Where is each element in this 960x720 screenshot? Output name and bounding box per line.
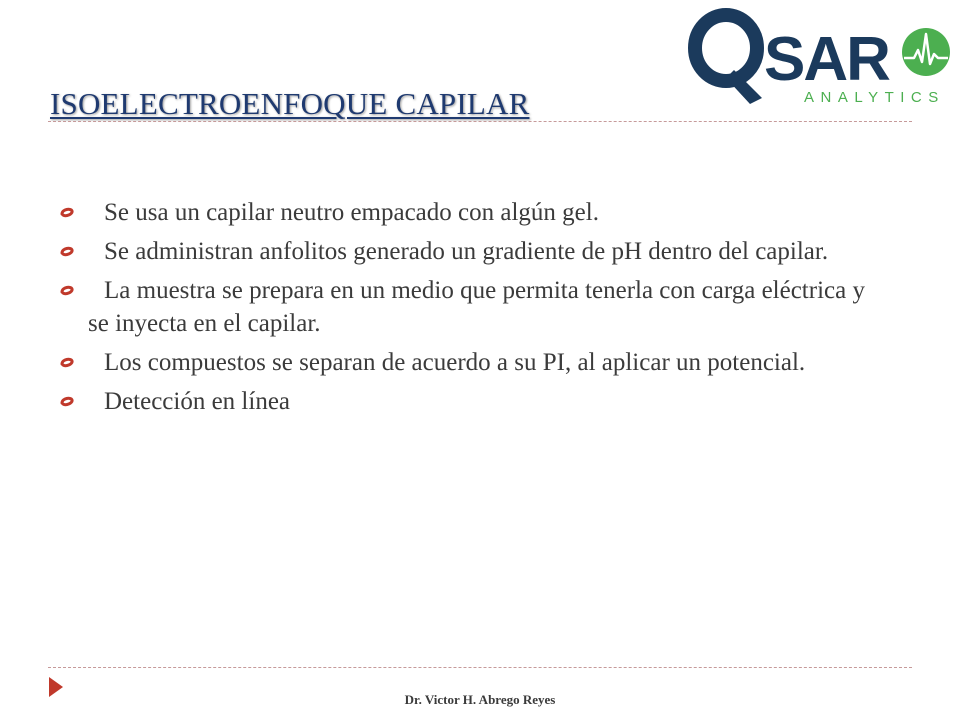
bullet-text: Detección en línea [104,388,291,415]
logo-peak-icon [902,28,950,76]
footer-author: Dr. Victor H. Abrego Reyes [404,692,556,707]
list-item [60,235,890,268]
list-item [60,346,890,379]
bullet-text: Se usa un capilar neutro empacado con algún gel. [104,199,599,226]
bullet-list [60,196,890,424]
logo-sar-letters: SAR [764,25,889,94]
swirl-bullet-icon [60,283,74,297]
title-divider [48,121,912,122]
logo-tagline: ANALYTICS [804,89,945,106]
list-item [60,385,890,418]
bullet-text: La muestra se prepara en un medio que permita tenerla con carga eléctrica y se inyecta en el capilar. [88,277,865,337]
qsar-analytics-logo [686,4,956,108]
swirl-bullet-icon [60,205,74,219]
bullet-text: Se administran anfolitos generado un gradiente de pH dentro del capilar. [104,238,829,265]
logo-q-letter [695,15,762,104]
swirl-bullet-icon [60,244,74,258]
footer-divider [48,667,912,668]
swirl-bullet-icon [60,355,74,369]
bullet-text: Los compuestos se separan de acuerdo a su PI, al aplicar un potencial. [104,349,806,376]
list-item [60,274,890,340]
list-item [60,196,890,229]
swirl-bullet-icon [60,394,74,408]
slide-title: ISOELECTROENFOQUE CAPILAR [50,86,530,121]
